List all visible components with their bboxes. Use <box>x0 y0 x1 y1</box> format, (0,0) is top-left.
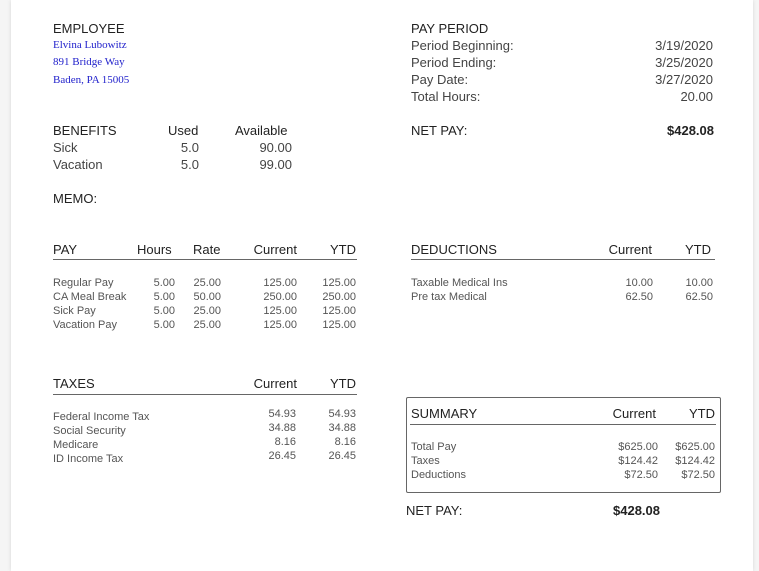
pay-row-rate: 25.00 <box>193 319 221 331</box>
pay-ytd-header: YTD <box>330 242 356 257</box>
period-ending-value: 3/25/2020 <box>655 55 713 70</box>
summary-current-column <box>600 440 658 482</box>
tax-row-ytd: 34.88 <box>328 422 356 434</box>
benefit-name: Vacation <box>53 157 103 172</box>
deductions-ytd-column <box>670 276 713 304</box>
summary-net-pay-value: $428.08 <box>613 503 660 518</box>
benefit-used: 5.0 <box>180 140 199 155</box>
pay-row-ytd: 250.00 <box>322 291 356 303</box>
pay-row-current: 250.00 <box>263 291 297 303</box>
summary-row-name: Deductions <box>411 469 467 481</box>
tax-row-name: Federal Income Tax <box>53 411 150 423</box>
deduction-row-name: Pre tax Medical <box>411 291 487 303</box>
pay-row-hours: 5.00 <box>153 291 175 303</box>
memo-label: MEMO: <box>53 191 98 206</box>
pay-row-current: 125.00 <box>263 319 297 331</box>
summary-divider <box>410 424 716 425</box>
pay-row-name: Vacation Pay <box>53 319 118 331</box>
benefits-available-header: Available <box>235 123 288 138</box>
total-hours-label: Total Hours: <box>411 89 481 104</box>
tax-row-ytd: 26.45 <box>328 450 356 462</box>
tax-row-name: Social Security <box>53 425 126 437</box>
summary-current-header: Current <box>612 406 656 421</box>
pay-rate-column <box>185 276 221 332</box>
deductions-current-column <box>610 276 653 304</box>
pay-date-label: Pay Date: <box>411 72 469 87</box>
summary-row-current: $625.00 <box>618 441 658 453</box>
net-pay-value: $428.08 <box>667 123 714 138</box>
pay-row-rate: 25.00 <box>193 277 221 289</box>
summary-names-column <box>411 440 466 482</box>
summary-ytd-header: YTD <box>689 406 715 421</box>
tax-row-name: ID Income Tax <box>53 453 124 465</box>
summary-net-pay-label: NET PAY: <box>406 503 463 518</box>
taxes-ytd-header: YTD <box>330 376 356 391</box>
taxes-divider <box>53 394 357 395</box>
deduction-row-ytd: 10.00 <box>685 277 713 289</box>
pay-row-current: 125.00 <box>263 305 297 317</box>
deduction-row-name: Taxable Medical Ins <box>411 277 508 289</box>
period-ending-label: Period Ending: <box>411 55 497 70</box>
summary-ytd-column <box>662 440 715 482</box>
pay-row-ytd: 125.00 <box>322 305 356 317</box>
pay-row-hours: 5.00 <box>153 277 175 289</box>
taxes-current-column <box>250 407 296 463</box>
deduction-row-ytd: 62.50 <box>685 291 713 303</box>
deductions-current-header: Current <box>608 242 652 257</box>
summary-row-name: Taxes <box>411 455 440 467</box>
tax-row-name: Medicare <box>53 439 99 451</box>
summary-row-ytd: $124.42 <box>675 455 715 467</box>
pay-row-ytd: 125.00 <box>322 319 356 331</box>
pay-divider <box>53 259 357 260</box>
pay-names-column <box>53 276 126 332</box>
total-hours-value: 20.00 <box>680 89 713 104</box>
employee-name: Elvina Lubowitz <box>53 39 127 51</box>
pay-hours-header: Hours <box>137 242 172 257</box>
employee-address-line2: Baden, PA 15005 <box>53 74 130 86</box>
benefit-available: 90.00 <box>259 140 292 155</box>
pay-row-rate: 25.00 <box>193 305 221 317</box>
taxes-names-column <box>53 410 149 466</box>
taxes-ytd-column <box>310 407 356 463</box>
benefits-heading: BENEFITS <box>53 123 117 138</box>
taxes-current-header: Current <box>253 376 297 391</box>
pay-row-hours: 5.00 <box>153 305 175 317</box>
summary-row-ytd: $72.50 <box>681 469 715 481</box>
pay-row-hours: 5.00 <box>153 319 175 331</box>
pay-row-name: Sick Pay <box>53 305 96 317</box>
pay-row-rate: 50.00 <box>193 291 221 303</box>
pay-heading: PAY <box>53 242 78 257</box>
employee-address-line1: 891 Bridge Way <box>53 56 125 68</box>
period-beginning-value: 3/19/2020 <box>655 38 713 53</box>
period-beginning-label: Period Beginning: <box>411 38 514 53</box>
deduction-row-current: 10.00 <box>625 277 653 289</box>
summary-row-ytd: $625.00 <box>675 441 715 453</box>
tax-row-ytd: 8.16 <box>334 436 356 448</box>
tax-row-ytd: 54.93 <box>328 408 356 420</box>
pay-ytd-column <box>310 276 356 332</box>
tax-row-current: 54.93 <box>268 408 296 420</box>
benefit-available: 99.00 <box>259 157 292 172</box>
summary-row-name: Total Pay <box>411 441 457 453</box>
pay-hours-column <box>140 276 175 332</box>
tax-row-current: 8.16 <box>274 436 296 448</box>
pay-current-column <box>250 276 297 332</box>
pay-row-name: Regular Pay <box>53 277 114 289</box>
pay-period-heading: PAY PERIOD <box>411 21 489 36</box>
deductions-divider <box>411 259 715 260</box>
deduction-row-current: 62.50 <box>625 291 653 303</box>
tax-row-current: 26.45 <box>268 450 296 462</box>
summary-row-current: $72.50 <box>624 469 658 481</box>
pay-row-name: CA Meal Break <box>53 291 127 303</box>
employee-heading: EMPLOYEE <box>53 21 125 36</box>
taxes-heading: TAXES <box>53 376 95 391</box>
benefit-used: 5.0 <box>180 157 199 172</box>
net-pay-label: NET PAY: <box>411 123 468 138</box>
tax-row-current: 34.88 <box>268 422 296 434</box>
pay-date-value: 3/27/2020 <box>655 72 713 87</box>
pay-rate-header: Rate <box>193 242 221 257</box>
benefit-name: Sick <box>53 140 78 155</box>
deductions-ytd-header: YTD <box>685 242 711 257</box>
pay-row-current: 125.00 <box>263 277 297 289</box>
pay-current-header: Current <box>253 242 297 257</box>
deductions-names-column <box>411 276 508 304</box>
summary-row-current: $124.42 <box>618 455 658 467</box>
summary-heading: SUMMARY <box>411 406 478 421</box>
deductions-heading: DEDUCTIONS <box>411 242 497 257</box>
benefits-used-header: Used <box>168 123 199 138</box>
pay-row-ytd: 125.00 <box>322 277 356 289</box>
